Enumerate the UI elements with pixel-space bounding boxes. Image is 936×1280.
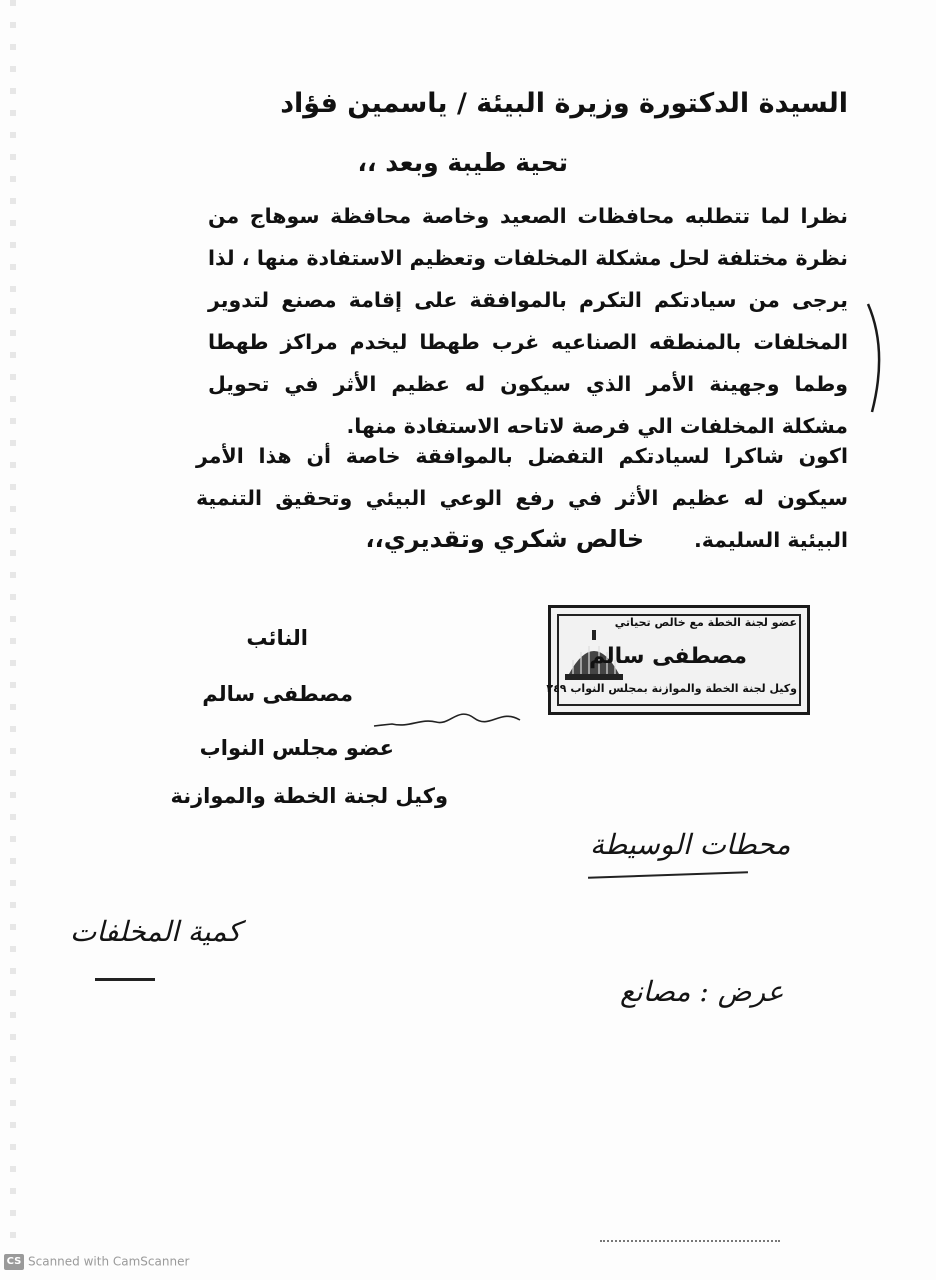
handwritten-note-stations: محطات الوسيطة [590, 828, 791, 861]
signature-name: مصطفى سالم [202, 682, 353, 706]
body-paragraph-2: اكون شاكرا لسيادتكم التفضل بالموافقة خاصة أن هذا الأمر سيكون له عظيم الأثر في رفع الوعي البيئي وتحقيق التنمية البيئية السليمة. [196, 444, 848, 552]
scanner-watermark-text: Scanned with CamScanner [28, 1254, 190, 1269]
handwritten-underline-1 [588, 871, 748, 879]
handwritten-bracket-mark [862, 300, 892, 420]
stamp-name: مصطفى سالم [589, 644, 747, 669]
closing-line: خالص شكري وتقديري،، [365, 525, 644, 553]
handwritten-note-quantity: كمية المخلفات [70, 915, 241, 948]
body-paragraph-1: نظرا لما تتطلبه محافظات الصعيد وخاصة محافظة سوهاج من نظرة مختلفة لحل مشكلة المخلفات وتعظيم الاستفادة منها ، لذا يرجى من سيادتكم التكرم بالموافقة على إقامة مصنع لتدوير المخلفات بالمنطقه الصناعيه غرب طهطا ليخدم مراكز طهطا وطما وجهينة الأمر الذي سيكون له عظيم الأثر في تحويل مشكلة المخلفات الي فرصة لاتاحه الاستفادة منها. [208, 204, 848, 438]
scan-edge-artifact [10, 0, 16, 1240]
official-stamp [548, 605, 810, 715]
stamp-top-text: عضو لجنة الخطة مع خالص تحياتي [614, 616, 797, 629]
handwritten-note-factories: عرض : مصانع [620, 975, 784, 1008]
cut-off-text-artifact [600, 1240, 780, 1252]
scanner-watermark [4, 1254, 189, 1270]
signature-role-parliament: عضو مجلس النواب [199, 736, 394, 760]
camscanner-logo-icon: CS [4, 1254, 24, 1270]
signature-title: النائب [246, 626, 308, 650]
handwritten-underline-2 [95, 978, 155, 981]
greeting-line: تحية طيبة وبعد ،، [357, 148, 568, 177]
stamp-number: ٢٤٩ [546, 682, 567, 695]
stamp-bottom-text [546, 682, 797, 695]
signature-role-committee: وكيل لجنة الخطة والموازنة [170, 784, 448, 808]
salutation-line: السيدة الدكتورة وزيرة البيئة / ياسمين فؤاد [280, 88, 848, 119]
handwritten-signature [370, 700, 530, 740]
stamp-committee-text: وكيل لجنة الخطة والموازنة بمجلس النواب [570, 682, 797, 695]
